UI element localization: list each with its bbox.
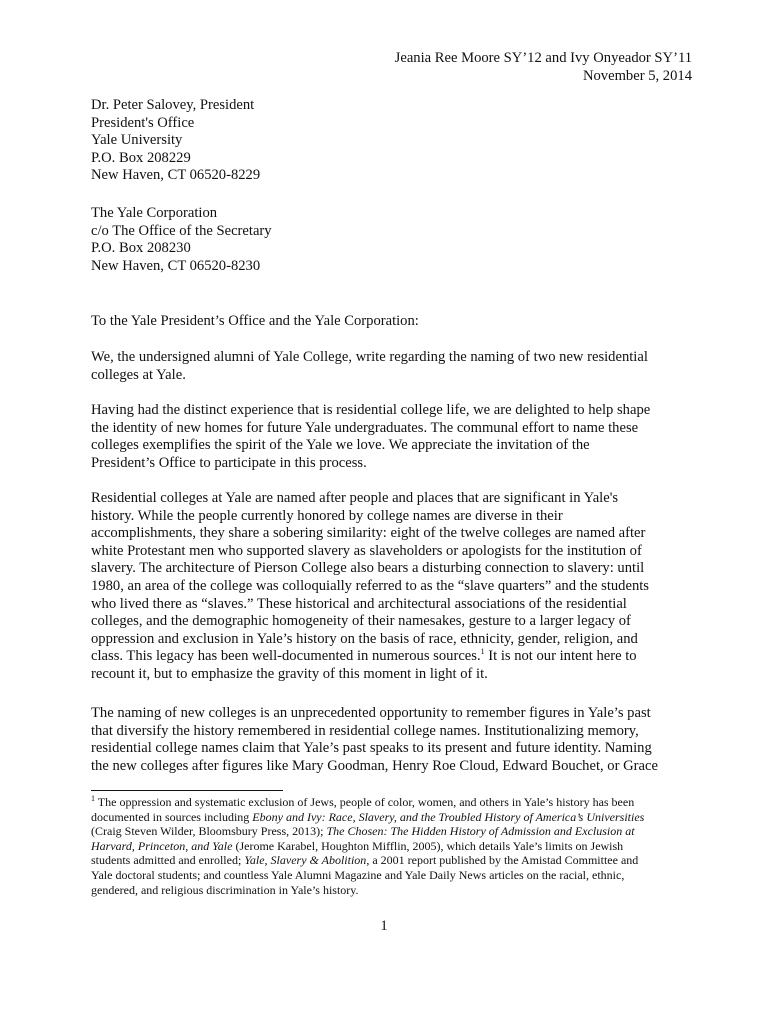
address-line: c/o The Office of the Secretary	[91, 222, 272, 239]
address-line: P.O. Box 208229	[91, 149, 191, 166]
page-number: 1	[380, 918, 388, 934]
footnote: $^1$ The oppression and systematic exclusion of Jews, people of color, women, and others in Yale’s history has been documented in sources including Ebony and Ivy: Race, Slavery, and the Troubled History of America’s Universities (Craig Steven Wilder, Bloomsbury Press, 2013); The Chosen: The Hidden History of Admission and Exclusion at Harvard, Princeton, and Yale (Jerome Karabel, Houghton Mifflin, 2005), which details Yale’s limits on Jewish students admitted and enrolled; Yale, Slavery & Abolition, a 2001 report published by the Amistad Committee and Yale doctoral students; and countless Yale Alumni Magazine and Yale Daily News articles on the racial, ethnic, gendered, and religious discrimination in Yale’s history.	[91, 794, 645, 897]
address-line: New Haven, CT 06520-8229	[91, 167, 261, 184]
author-line: Jeania Ree Moore SY’12 and Ivy Onyeador SY’11	[394, 50, 692, 66]
paragraph-naming: The naming of new colleges is an unprecedented opportunity to remember figures in Yale’s past that diversify the history remembered in residential college names. Institutionalizing memory, residential college names claim that Yale’s past speaks to its present and future identity. Naming the new colleges after figures like Mary Goodman, Henry Roe Cloud, Edward Bouchet, or Grace	[91, 705, 658, 774]
address-line: Yale University	[91, 132, 183, 149]
footnote-divider	[91, 790, 283, 791]
address-line: President's Office	[91, 114, 195, 131]
citation-title: Yale, Slavery & Abolition	[244, 853, 367, 868]
recipient-address-corporation	[91, 205, 272, 275]
recipient-address-president	[91, 97, 260, 185]
address-line: The Yale Corporation	[91, 205, 218, 221]
citation-title: Ebony and Ivy: Race, Slavery, and the Troubled History of America’s Universities	[252, 809, 645, 824]
letter-date: November 5, 2014	[582, 67, 692, 84]
salutation: To the Yale President’s Office and the Yale Corporation:	[91, 313, 419, 329]
paragraph-residential-life: Having had the distinct experience that is residential college life, we are delighted to help shape the identity of new homes for future Yale undergraduates. The communal effort to name these colleges exemplifies the spirit of the Yale we love. We appreciate the invitation of the President’s Office to participate in this process.	[91, 402, 651, 471]
paragraph-history: Residential colleges at Yale are named after people and places that are significant in Yale's history. While the people currently honored by college names are diverse in their accomplishments, they share a sobering similarity: eight of the twelve colleges are named after white Protestant men who supported slavery as slaveholders or apologists for the institution of slavery. The architecture of Pierson College also bears a disturbing connection to slavery: until 1980, an area of the college was colloquially referred to as the “slave quarters” and the students who lived there as “slaves.” These historical and architectural associations of the residential colleges, and the demographic homogeneity of their namesakes, gesture to a larger legacy of oppression and exclusion in Yale’s history on the basis of race, ethnicity, gender, religion, and class. This legacy has been well-documented in numerous sources.$^1$ It is not our intent here to recount it, but to emphasize the gravity of this moment in light of it.	[91, 490, 649, 682]
address-line: P.O. Box 208230	[91, 240, 191, 257]
address-line: Dr. Peter Salovey, President	[91, 97, 255, 113]
address-line: New Haven, CT 06520-8230	[91, 257, 261, 274]
letter-header	[395, 50, 692, 85]
citation-title: Harvard, Princeton, and Yale	[91, 838, 233, 853]
footnote-reference: 1	[480, 647, 485, 657]
paragraph-intro: We, the undersigned alumni of Yale College, write regarding the naming of two new residential colleges at Yale.	[91, 349, 648, 383]
citation-title: The Chosen: The Hidden History of Admission and Exclusion at	[326, 824, 635, 839]
footnote-number: 1	[91, 794, 95, 803]
